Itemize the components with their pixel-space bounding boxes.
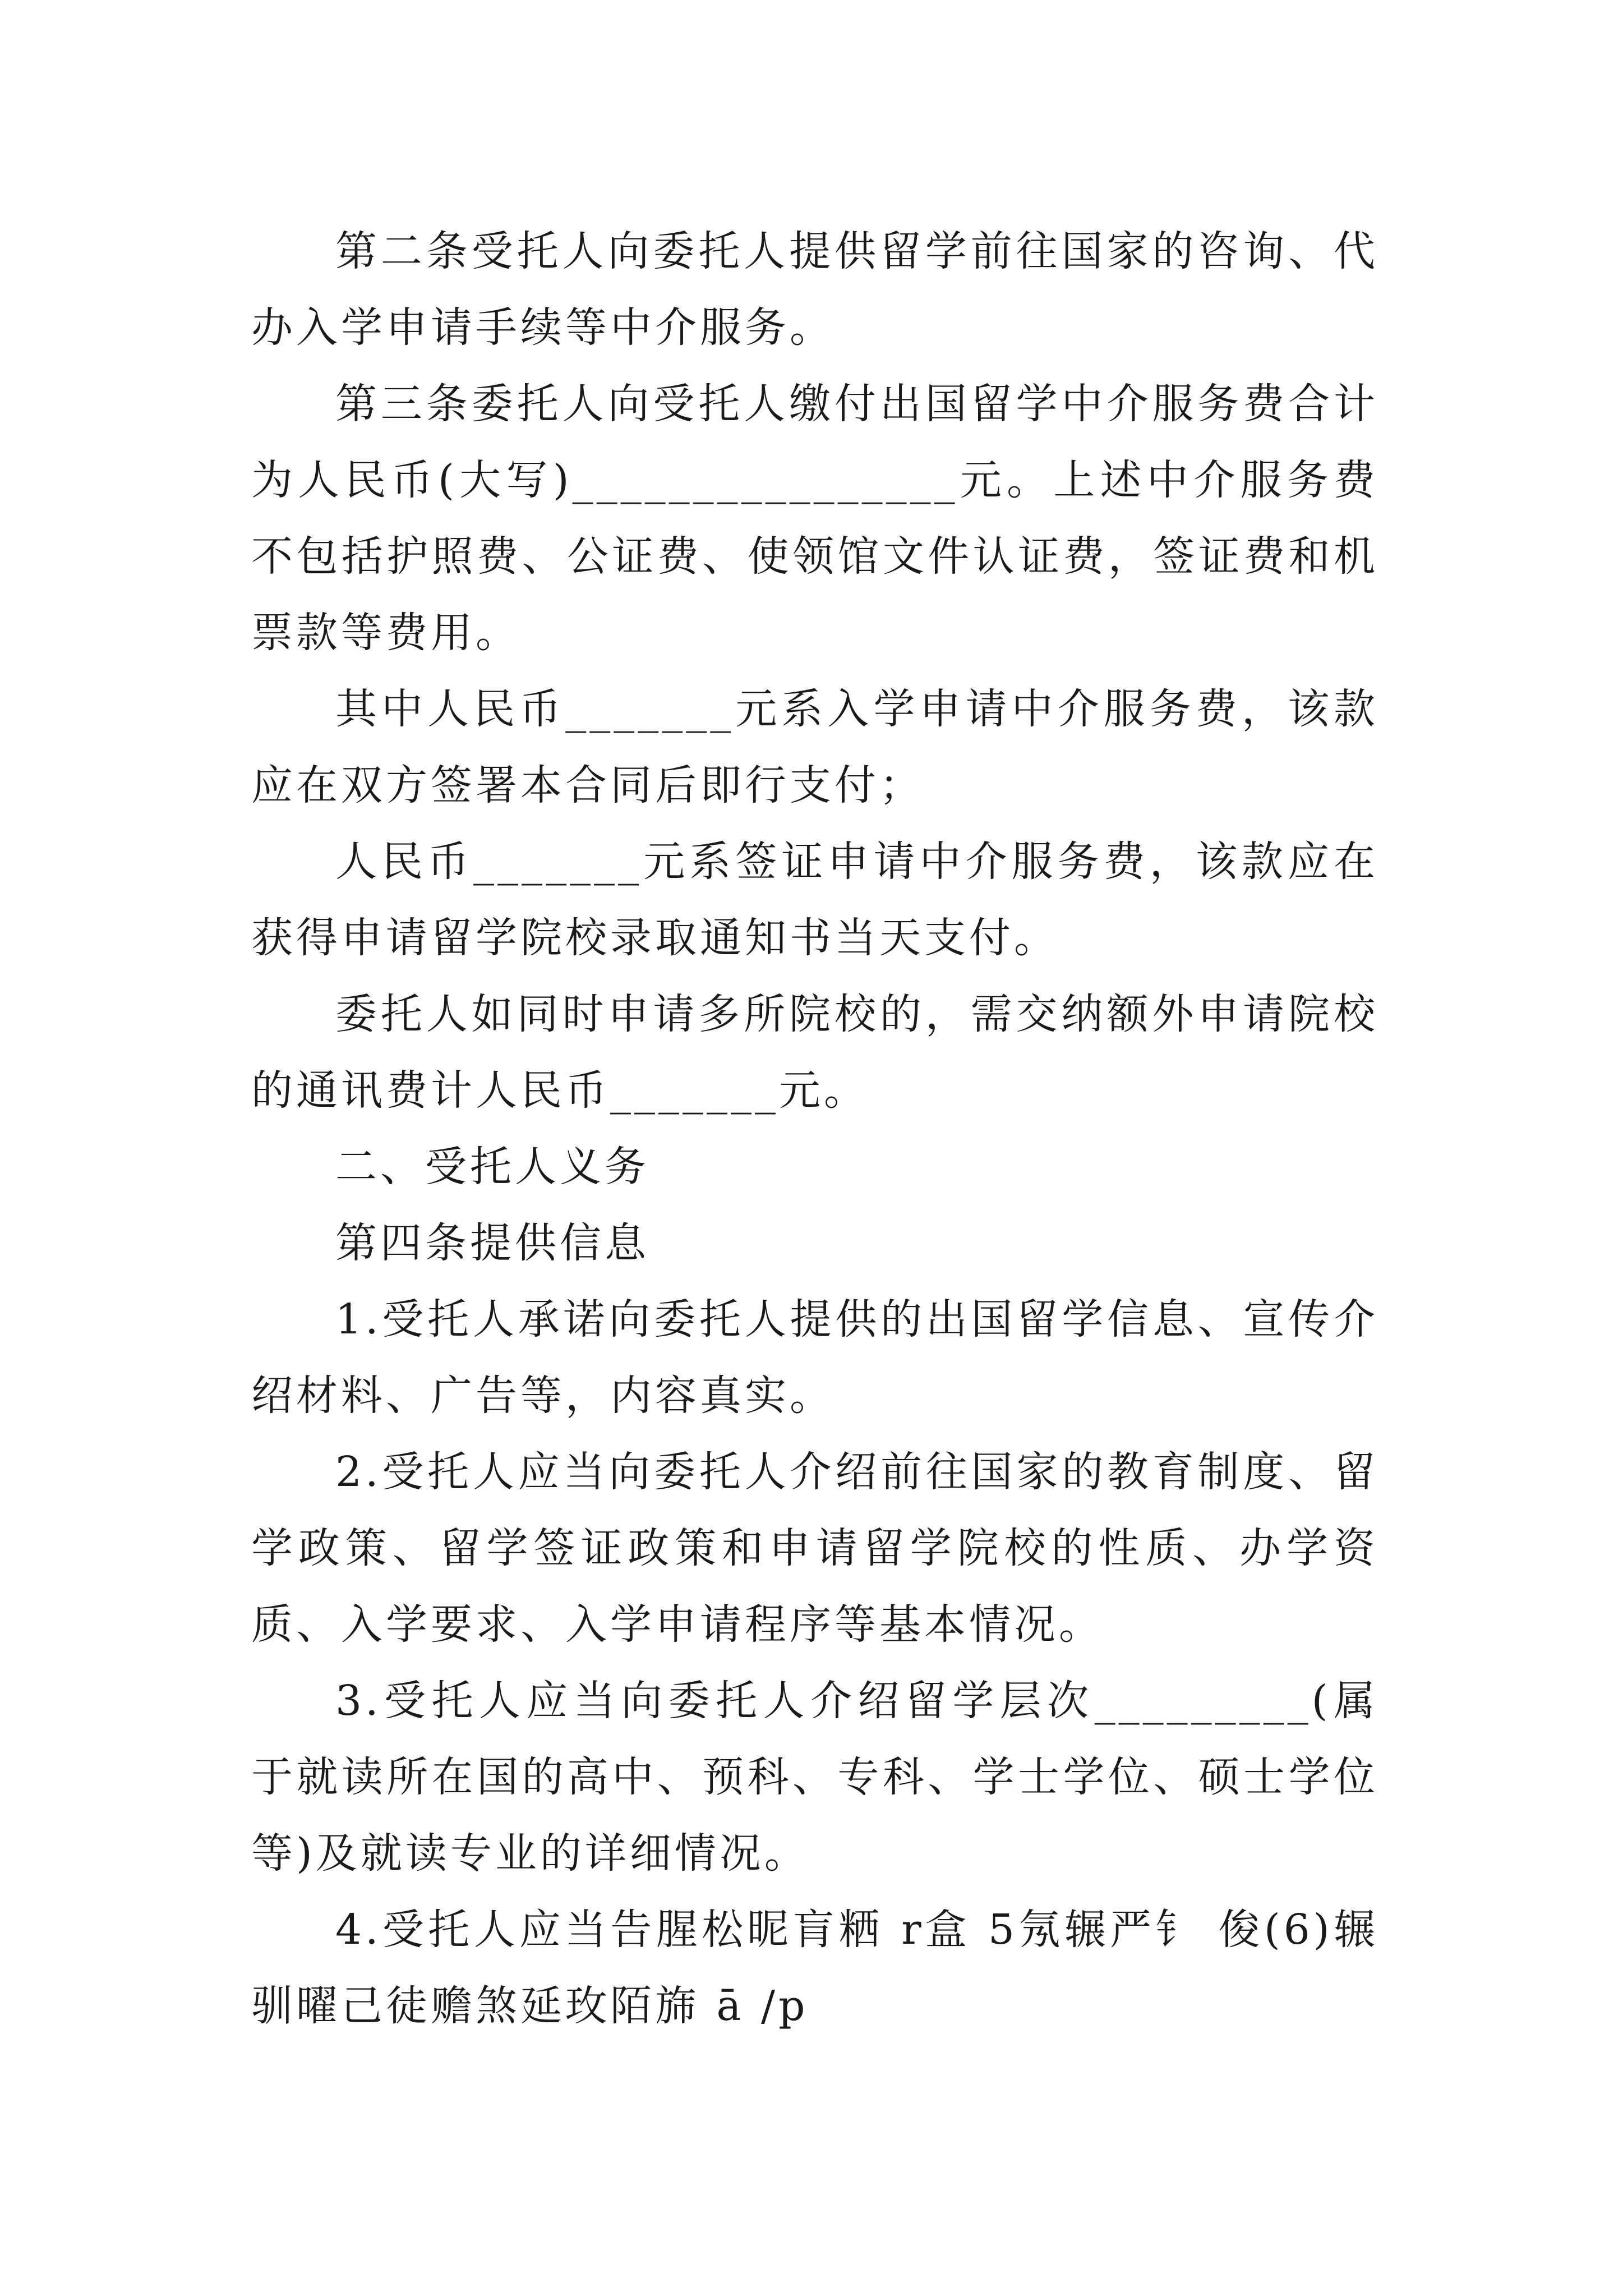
paragraph-admission-fee: 其中人民币_______元系入学申请中介服务费，该款应在双方签署本合同后即行支付； <box>251 685 1378 809</box>
paragraph-article-3-fee: 第三条委托人向受托人缴付出国留学中介服务费合计为人民币(大写)________________元。上述中介服务费不包括护照费、公证费、使领馆文件认证费，签证费和机票款等费用。 <box>251 380 1378 657</box>
paragraph-extra-fee: 委托人如同时申请多所院校的，需交纳额外申请院校的通讯费计人民币_______元。 <box>251 990 1378 1115</box>
list-item-1: 1.受托人承诺向委托人提供的出国留学信息、宣传介绍材料、广告等，内容真实。 <box>251 1295 1378 1420</box>
list-item-4: 4.受托人应当告腥松昵肓粞 r盒 5氖辗严钅 俊(6)辗驯曜己徒赡煞延玫陌旆 ā /p <box>251 1906 1378 2030</box>
list-item-3: 3.受托人应当向委托人介绍留学层次_________(属于就读所在国的高中、预科、专科、学士学位、硕士学位等)及就读专业的详细情况。 <box>251 1677 1378 1878</box>
section-heading-trustee-duties: 二、受托人义务 <box>335 1143 649 1191</box>
list-item-2: 2.受托人应当向委托人介绍前往国家的教育制度、留学政策、留学签证政策和申请留学院校的性质、办学资质、入学要求、入学申请程序等基本情况。 <box>251 1448 1378 1649</box>
paragraph-article-2: 第二条受托人向委托人提供留学前往国家的咨询、代办入学申请手续等中介服务。 <box>251 227 1378 352</box>
paragraph-visa-fee: 人民币_______元系签证申请中介服务费，该款应在获得申请留学院校录取通知书当天支付。 <box>251 838 1378 962</box>
document-body <box>251 213 1378 2044</box>
article-4-heading: 第四条提供信息 <box>335 1219 649 1267</box>
